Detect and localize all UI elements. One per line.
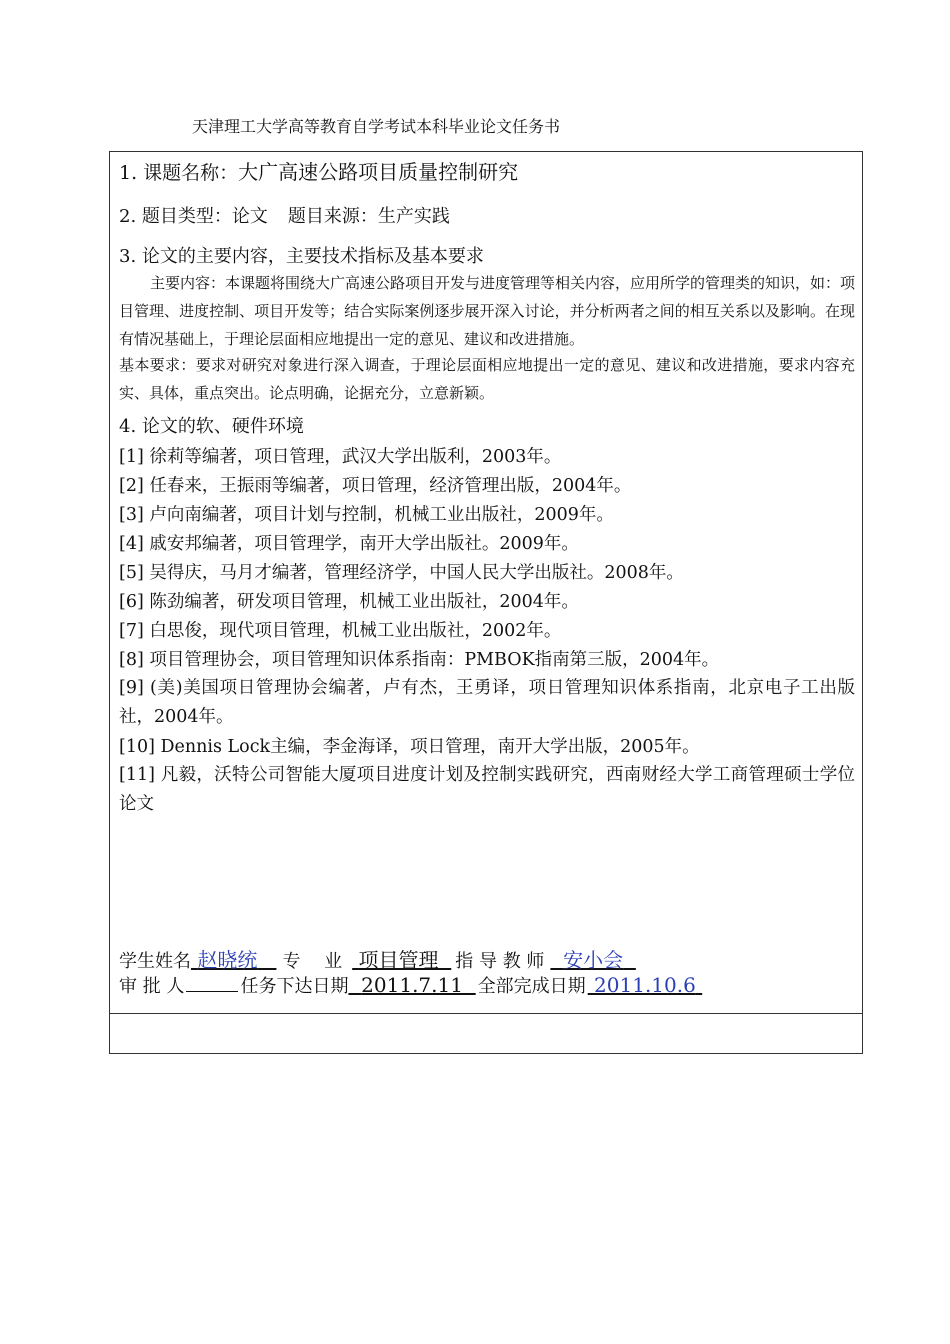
issue-date-label: 任务下达日期 xyxy=(240,976,349,997)
signature-row-1 xyxy=(119,944,636,973)
student-name-value: 赵晓统 xyxy=(197,948,258,972)
complete-date-value: 2011.10.6 xyxy=(594,973,696,997)
section3-heading: 3. 论文的主要内容，主要技术指标及基本要求 xyxy=(119,246,484,267)
reference-item: [8] 项目管理协会，项目管理知识体系指南：PMBOK指南第三版，2004年。 xyxy=(119,650,720,670)
reference-item: [6] 陈劲编著，研发项目管理，机械工业出版社，2004年。 xyxy=(119,592,579,612)
task-form-table xyxy=(109,151,863,1054)
reference-item: [4] 戚安邦编著，项目管理学，南开大学出版社。2009年。 xyxy=(119,534,579,554)
reference-item: [2] 任春来，王振雨等编著，项日管理，经济管理出版，2004年。 xyxy=(119,476,632,496)
approver-blank xyxy=(186,975,238,992)
reference-item: [11] 凡毅，沃特公司智能大厦项目进度计划及控制实践研究，西南财经大学工商管理硕士学位论文 xyxy=(119,765,855,814)
type-row xyxy=(119,202,450,228)
topic-label: 1. 课题名称： xyxy=(119,162,239,184)
complete-date-label: 全部完成日期 xyxy=(477,976,586,997)
major-label: 专 业 xyxy=(282,951,343,972)
advisor-name-value: 安小会 xyxy=(563,948,624,972)
table-divider xyxy=(110,1013,862,1014)
issue-date-value: 2011.7.11 xyxy=(361,973,463,997)
main-content-paragraph: 主要内容：本课题将围绕大广高速公路项目开发与进度管理等相关内容，应用所学的管理类的知识，如：项目管理、进度控制、项目开发等；结合实际案例逐步展开深入讨论，并分析两者之间的相互关系以及影响。在现有情况基础上，于理论层面相应地提出一定的意见、建议和改进措施。 xyxy=(119,274,856,348)
topic-row xyxy=(119,156,518,185)
source-label: 题目来源：生产实践 xyxy=(287,206,450,227)
document-title: 天津理工大学高等教育自学考试本科毕业论文任务书 xyxy=(192,117,561,136)
approver-label: 审 批 人 xyxy=(119,976,185,997)
reference-item: [3] 卢向南编著，项目计划与控制，机械工业出版社，2009年。 xyxy=(119,505,614,525)
student-name-label: 学生姓名 xyxy=(119,951,191,972)
reference-item: [7] 白思俊，现代项目管理，机械工业出版社，2002年。 xyxy=(119,621,562,641)
reference-item: [10] Dennis Lock主编，李金海译，项日管理，南开大学出版，2005年。 xyxy=(119,737,700,757)
topic-value: 大广高速公路项目质量控制研究 xyxy=(238,160,519,184)
major-value: 项目管理 xyxy=(358,948,439,972)
type-label: 2. 题目类型：论文 xyxy=(119,206,268,227)
advisor-label: 指 导 教 师 xyxy=(455,951,545,972)
section4-heading: 4. 论文的软、硬件环境 xyxy=(119,416,304,437)
reference-item: [1] 徐莉等编著，项日管理，武汉大学出版利，2003年。 xyxy=(119,447,562,467)
reference-item: [5] 吴得庆，马月才编著，管理经济学，中国人民大学出版社。2008年。 xyxy=(119,563,684,583)
signature-row-2 xyxy=(119,972,702,998)
basic-requirements-paragraph: 基本要求：要求对研究对象进行深入调查，于理论层面相应地提出一定的意见、建议和改进措施，要求内容充实、具体，重点突出。论点明确，论据充分，立意新颖。 xyxy=(119,356,855,402)
reference-item: [9] (美)美国项日管理协会编著，卢有杰，王勇译，项日管理知识体系指南，北京电子工出版社，2004年。 xyxy=(119,678,855,727)
